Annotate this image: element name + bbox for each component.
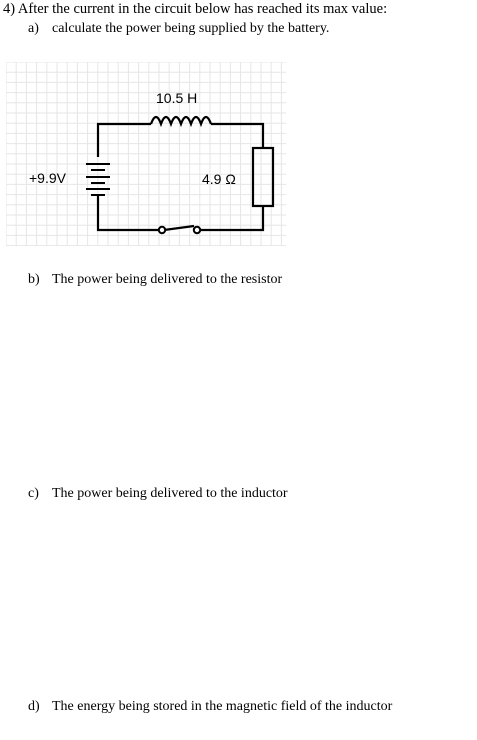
part-letter: d) (28, 699, 40, 714)
resistor (253, 148, 273, 206)
part-a (28, 21, 329, 37)
switch-contact-right (194, 227, 200, 233)
part-text: calculate the power being supplied by the battery. (52, 21, 330, 36)
question-title: 4) After the current in the circuit below has reached its max value: (3, 1, 388, 17)
wire-top-left (98, 124, 151, 157)
switch-contact-left (159, 227, 165, 233)
inductor-coil (151, 117, 211, 124)
part-d (28, 699, 392, 715)
part-b (28, 272, 282, 288)
circuit-wires (98, 117, 273, 230)
part-letter: c) (28, 486, 39, 501)
wire-top-right (211, 124, 263, 148)
part-text: The power being delivered to the inductor (52, 486, 288, 501)
part-text: The power being delivered to the resistor (52, 272, 283, 287)
battery-label: +9.9V (29, 170, 66, 186)
part-text: The energy being stored in the magnetic field of the inductor (52, 699, 393, 714)
inductor-label: 10.5 H (156, 90, 198, 106)
part-c (28, 486, 288, 502)
resistor-label: 4.9 Ω (202, 171, 236, 187)
grid-background (6, 62, 286, 246)
part-letter: b) (28, 272, 40, 287)
part-letter: a) (28, 21, 39, 36)
circuit-diagram (6, 62, 286, 246)
